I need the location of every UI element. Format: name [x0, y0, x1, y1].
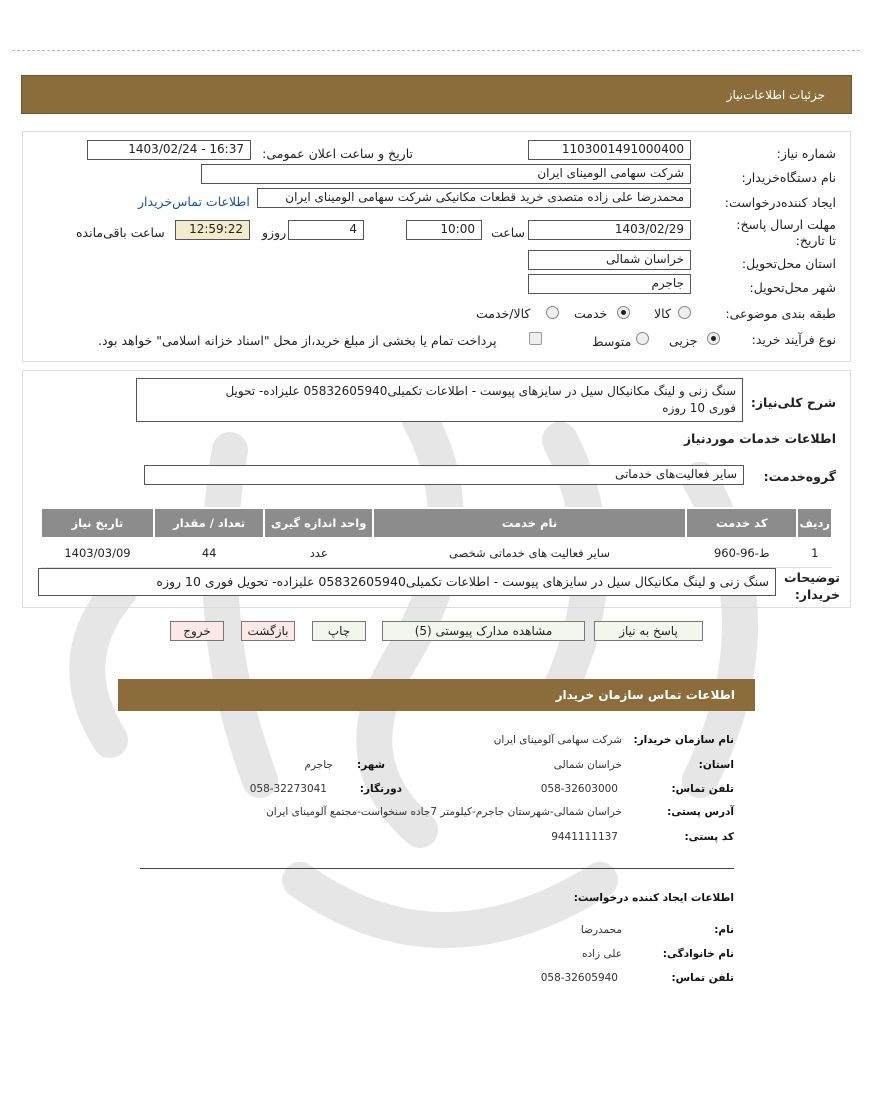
category-label: طبقه بندی موضوعی:: [725, 306, 836, 321]
org-value: شرکت سهامی آلومینای ایران: [493, 734, 622, 746]
contact-city-value: جاجرم: [304, 759, 333, 771]
key-desc-field: [136, 378, 743, 422]
contact-divider: [140, 868, 734, 869]
category-option-goods-service: کالا/خدمت: [476, 306, 531, 321]
key-desc-line-2: فوری 10 روزه: [662, 401, 736, 415]
exit-button[interactable]: خروج: [170, 621, 224, 641]
cell-service-code: ط-96-960: [686, 538, 797, 568]
phone-value: 058-32603000: [540, 783, 618, 795]
category-option-service: خدمت: [574, 306, 608, 321]
col-date-header: تاریخ نیاز: [41, 508, 154, 538]
postal-code-value: 9441111137: [551, 831, 618, 843]
process-option-minor: جزیی: [669, 333, 698, 348]
cell-quantity: 44: [154, 538, 265, 568]
back-button[interactable]: بازگشت: [241, 621, 295, 641]
service-group-field: سایر فعالیت‌های خدماتی: [144, 465, 744, 485]
fax-value: 058-32273041: [249, 783, 327, 795]
process-radio-minor[interactable]: [707, 332, 720, 345]
creator-label: ایجاد کننده‌درخواست:: [724, 195, 836, 210]
cell-row-number: 1: [797, 538, 832, 568]
col-code-header: کد خدمت: [686, 508, 797, 538]
postal-code-label: کد پستی:: [684, 831, 734, 843]
remaining-time-field: 12:59:22: [175, 220, 250, 240]
time-label: ساعت: [491, 225, 526, 240]
days-label: روزو: [262, 225, 287, 240]
table-header-row: [41, 508, 832, 538]
phone-label: تلفن تماس:: [671, 783, 734, 795]
deadline-date-field: 1403/02/29: [528, 220, 691, 240]
need-number-field: 1103001491000400: [528, 140, 691, 160]
address-value: خراسان شمالی-شهرستان جاجرم-کیلومتر 7جاده سنخواست-مجتمع آلومینای ایران: [266, 806, 622, 818]
top-divider: [12, 50, 860, 51]
province-label: استان محل‌تحویل:: [741, 256, 836, 271]
days-field: 4: [288, 220, 364, 240]
last-name-label: نام خانوادگی:: [662, 948, 734, 960]
category-radio-goods-service[interactable]: [546, 306, 559, 319]
city-field: جاجرم: [528, 274, 691, 294]
first-name-value: محمدرضا: [580, 924, 622, 936]
cell-unit: عدد: [264, 538, 373, 568]
key-desc-line-1: سنگ زنی و لینگ مکانیکال سیل در سایزهای پیوست - اطلاعات تکمیلی05832605940 علیزاده- تحویل: [225, 384, 736, 398]
remaining-label: ساعت باقی‌مانده: [76, 225, 165, 240]
page-title: جزئیات اطلاعات‌نیاز: [726, 88, 825, 102]
buyer-contact-link[interactable]: اطلاعات تماس‌خریدار: [138, 194, 250, 209]
buyer-label: نام دستگاه‌خریدار:: [741, 170, 836, 185]
creator-phone-value: 058-32605940: [540, 972, 618, 984]
address-label: آدرس پستی:: [667, 806, 734, 818]
cell-service-name: سایر فعالیت های خدماتی شخصی: [373, 538, 686, 568]
category-radio-goods[interactable]: [678, 306, 691, 319]
contact-city-label: شهر:: [357, 759, 385, 771]
province-field: خراسان شمالی: [528, 250, 691, 270]
announce-field: 1403/02/24 - 16:37: [87, 140, 251, 160]
contact-province-value: خراسان شمالی: [553, 759, 622, 771]
first-name-label: نام:: [714, 924, 734, 936]
need-number-label: شماره نیاز:: [776, 146, 836, 161]
view-documents-button[interactable]: مشاهده مدارک پیوستی (5): [382, 621, 585, 641]
service-group-label: گروه‌خدمت:: [763, 469, 836, 484]
contact-heading: اطلاعات تماس سازمان خریدار: [555, 688, 735, 702]
announce-label: تاریخ و ساعت اعلان عمومی:: [262, 146, 413, 161]
deadline-label: مهلت ارسال پاسخ: تا تاریخ:: [736, 217, 836, 248]
col-name-header: نام خدمت: [373, 508, 686, 538]
buyer-field: شرکت سهامی الومینای ایران: [201, 164, 691, 184]
category-radio-service[interactable]: [617, 306, 630, 319]
contact-header: [118, 679, 755, 711]
buyer-notes-label: توضیحات خریدار:: [784, 570, 840, 602]
fax-label: دورنگار:: [359, 783, 402, 795]
services-table: [40, 507, 833, 568]
key-desc-label: شرح کلی‌نیاز:: [750, 395, 836, 410]
table-row: [41, 538, 832, 568]
col-unit-header: واحد اندازه گیری: [264, 508, 373, 538]
col-qty-header: تعداد / مقدار: [154, 508, 265, 538]
services-heading: اطلاعات خدمات موردنیاز: [683, 431, 836, 446]
creator-heading: اطلاعات ایجاد کننده درخواست:: [573, 892, 734, 904]
process-radio-medium[interactable]: [636, 332, 649, 345]
buyer-notes-field: سنگ زنی و لینگ مکانیکال سیل در سایزهای پیوست - اطلاعات تکمیلی05832605940 علیزاده- تحویل فوری 10 روزه: [38, 568, 776, 596]
contact-province-label: استان:: [698, 759, 734, 771]
creator-phone-label: تلفن تماس:: [671, 972, 734, 984]
creator-field: محمدرضا علی زاده متصدی خرید قطعات مکانیکی شرکت سهامی الومینای ایران: [257, 188, 691, 208]
print-button[interactable]: چاپ: [312, 621, 366, 641]
process-option-medium: متوسط: [592, 334, 632, 349]
deadline-time-field: 10:00: [406, 220, 482, 240]
col-row-header: ردیف: [797, 508, 832, 538]
last-name-value: علی زاده: [582, 948, 622, 960]
process-label: نوع فرآیند خرید:: [751, 332, 836, 347]
treasury-payment-checkbox[interactable]: [529, 332, 542, 345]
reply-button[interactable]: پاسخ به نیاز: [594, 621, 703, 641]
category-option-goods: کالا: [654, 306, 671, 321]
cell-need-date: 1403/03/09: [41, 538, 154, 568]
city-label: شهر محل‌تحویل:: [749, 280, 836, 295]
treasury-payment-note: پرداخت تمام یا بخشی از مبلغ خرید،از محل "اسناد خزانه اسلامی" خواهد بود.: [98, 333, 497, 348]
page-header: [21, 75, 852, 114]
org-label: نام سازمان خریدار:: [633, 734, 734, 746]
